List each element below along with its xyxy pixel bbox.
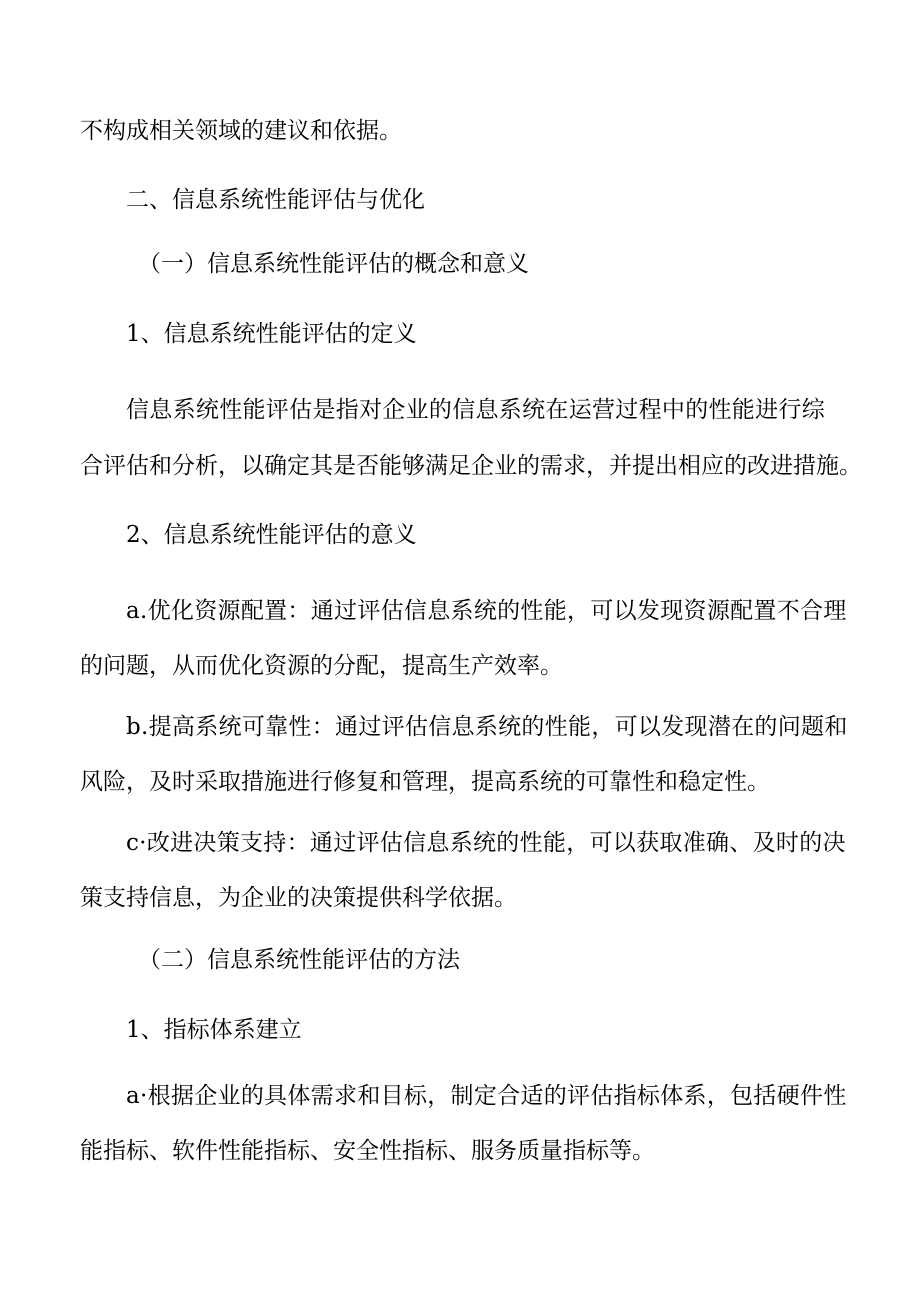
subsection-heading: （二）信息系统性能评估的方法	[138, 947, 460, 973]
item-heading: 2、信息系统性能评估的意义	[126, 522, 417, 548]
paragraph-continuation-line: 不构成相关领域的建议和依据。	[80, 118, 402, 144]
list-item-line: c·改进决策支持：通过评估信息系统的性能，可以获取准确、及时的决	[126, 830, 846, 856]
paragraph-line: 信息系统性能评估是指对企业的信息系统在运营过程中的性能进行综	[126, 397, 825, 423]
item-heading: 1、信息系统性能评估的定义	[126, 321, 417, 347]
list-item-line: b.提高系统可靠性：通过评估信息系统的性能，可以发现潜在的问题和	[126, 714, 848, 740]
list-item-line: 策支持信息，为企业的决策提供科学依据。	[80, 885, 517, 911]
list-item-line: 的问题，从而优化资源的分配，提高生产效率。	[80, 653, 563, 679]
subsection-heading: （一）信息系统性能评估的概念和意义	[138, 251, 529, 277]
list-item-line: 风险，及时采取措施进行修复和管理，提高系统的可靠性和稳定性。	[80, 769, 770, 795]
list-item-line: 能指标、软件性能指标、安全性指标、服务质量指标等。	[80, 1138, 655, 1164]
list-item-line: a.优化资源配置：通过评估信息系统的性能，可以发现资源配置不合理	[126, 598, 847, 624]
item-heading: 1、指标体系建立	[126, 1017, 302, 1043]
list-item-line: a·根据企业的具体需求和目标，制定合适的评估指标体系，包括硬件性	[126, 1083, 847, 1109]
section-heading: 二、信息系统性能评估与优化	[126, 187, 425, 213]
paragraph-line: 合评估和分析，以确定其是否能够满足企业的需求，并提出相应的改进措施。	[80, 453, 862, 479]
